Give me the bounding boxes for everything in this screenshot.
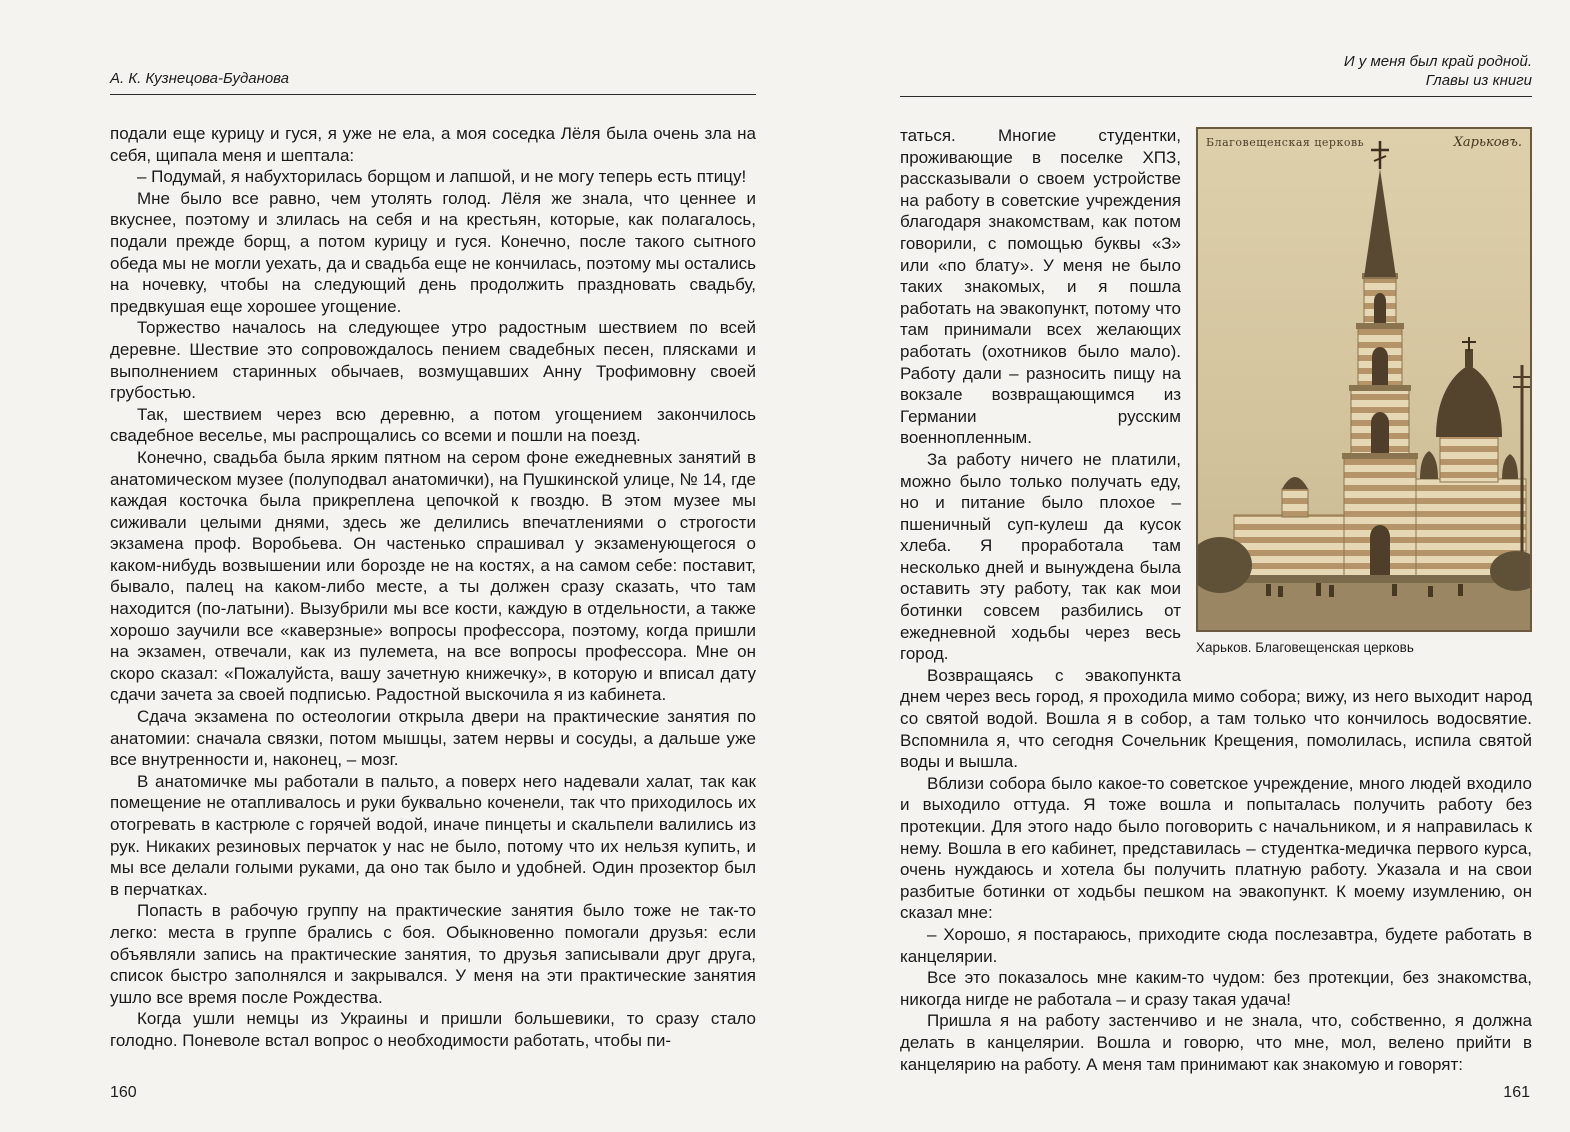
paragraph: – Подумай, я набухторилась борщом и лапшой, и не могу теперь есть птицу! — [137, 167, 747, 187]
author-name: А. К. Кузнецова-Буданова — [110, 70, 290, 87]
book-title: И у меня был край родной. — [1343, 53, 1532, 70]
paragraph: подали еще курицу и гуся, я уже не ела, а моя соседка Лёля была очень зла на себя, щипала меня и шептала: — [110, 124, 756, 165]
paragraph: Возвращаясь с эвакопункта днем через весь город, я проходила мимо собора; вижу, из него выходит народ со святой водой. Вошла я в собор, а там только что кончилось водосвятие. Вспомнила я, что сегодня Сочельник Крещения, помолилась, испила святой воды и вышла. — [900, 665, 1532, 772]
church-photo-figure — [1196, 127, 1532, 656]
book-subtitle: Главы из книги — [1425, 72, 1532, 89]
photo-inscription-church: Благовещенская церковь — [1206, 136, 1365, 149]
page-number-left: 160 — [110, 1084, 137, 1101]
page-right — [900, 52, 1532, 1075]
photo-inscription-city: Харьковъ. — [1453, 135, 1522, 150]
page-number-right: 161 — [1503, 1084, 1530, 1101]
paragraph: таться. Многие студентки, проживающие в поселке ХПЗ, рассказывали о своем устройстве на работу в советские учреждения благодаря знакомствам, как потом говорили, с помощью буквы «З» или «по блату». У меня не было таких знакомых, и я пошла работать на эвакопункт, потому что там принимали всех желающих работать (охотников было мало). Работу дали – разносить пищу на вокзале возвращающимся из Германии русским военнопленным. — [900, 126, 1181, 448]
paragraph: Торжество началось на следующее утро радостным шествием по всей деревне. Шествие это сопровождалось пением свадебных песен, плясками и выполнением старинных обычаев, возмущавших Анну Трофимовну своей грубостью. — [110, 318, 756, 403]
paragraph: Все это показалось мне каким-то чудом: без протекции, без знакомства, никогда нигде не работала – и сразу такая удача! — [900, 968, 1532, 1009]
paragraph: Конечно, свадьба была ярким пятном на сером фоне ежедневных занятий в анатомическом музее (полуподвал анатомички), на Пушкинской улице, № 14, где каждая косточка была прикреплена цепочкой к гвоздю. В этом музее мы сиживали целыми днями, здесь же делились впечатлениями о строгости экзамена проф. Воробьева. Он частенько спрашивал у экзаменующегося о каком-нибудь возвышении или борозде не на костях, а на самом себе: поставит, бывало, палец на каком-либо месте, а ты должен сразу сказать, что там находится (по-латыни). Вызубрили мы все кости, каждую в отдельности, а также хорошо заучили все «каверзные» вопросы профессора, поэтому, когда пришли на экзамен, отвечали, как из пулемета, на все вопросы профессора. Мне он скоро сказал: «Пожалуйста, вашу зачетную книжечку», в которую и вписал дату сдачи зачета за своей подписью. Радостной выскочила я из кабинета. — [110, 447, 756, 705]
paragraph: Вблизи собора было какое-то советское учреждение, много людей входило и выходило оттуда. Я тоже вошла и попыталась получить работу без протекции. Для этого надо было поговорить с начальником, и я направилась к нему. Вошла в его кабинет, представилась – студентка-медичка первого курса, очень нуждаюсь и хотела бы получить платную работу. Указала и на свои разбитые ботинки от ходьбы пешком на эвакопункт. К моему изумлению, он сказал мне: — [900, 773, 1532, 923]
left-running-head — [110, 52, 756, 95]
photo-caption: Харьков. Благовещенская церковь — [1196, 640, 1414, 655]
paragraph: Сдача экзамена по остеологии открыла двери на практические занятия по анатомии: сначала связки, потом мышцы, затем нервы и сосуды, а дальше уже все внутренности и, наконец, – мозг. — [110, 707, 756, 770]
church-photo — [1196, 127, 1532, 632]
paragraph: За работу ничего не платили, можно было только получать еду, но и питание было плохое – пшеничный суп-кулеш да кусок хлеба. Я проработала там несколько дней и вынуждена была оставить эту работу, так как мои ботинки совсем разбились от ежедневной ходьбы через весь город. — [900, 449, 1181, 664]
paragraph: Пришла я на работу застенчиво и не знала, что, собственно, я должна делать в канцелярии. Вошла и говорю, что мне, мол, велено прийти в канцелярию на работу. А меня там принимают как знакомую и говорят: — [900, 1011, 1532, 1074]
right-running-head — [900, 52, 1532, 97]
page-left — [110, 52, 756, 1052]
church-illustration — [1196, 127, 1532, 632]
paragraph: Попасть в рабочую группу на практические занятия было тоже не так-то легко: места в группе брались с боя. Обыкновенно помогали друзья: если объявляли запись на практические занятия, то друзья записывали друг друга, список быстро заполнялся и закрывался. У меня на эти практические занятия ушло все время после Рождества. — [110, 901, 756, 1007]
paragraph: В анатомичке мы работали в пальто, а поверх него надевали халат, так как помещение не отапливалось и руки буквально коченели, так что приходилось их отогревать в кастрюле с горячей водой, иначе пинцеты и скальпели валились из рук. Никаких резиновых перчаток у нас не было, потому что их нельзя купить, и мы все делали голыми руками, да оно так было и удобней. Один прозектор был в перчатках. — [110, 771, 756, 899]
right-body-text — [900, 125, 1532, 1075]
paragraph: Когда ушли немцы из Украины и пришли большевики, то сразу стало голодно. Поневоле встал вопрос о необходимости работать, чтобы пи- — [110, 1009, 756, 1050]
paragraph: Так, шествием через всю деревню, а потом угощением закончилось свадебное веселье, мы распрощались со всеми и пошли на поезд. — [110, 404, 756, 446]
paragraph: – Хорошо, я постараюсь, приходите сюда послезавтра, будете работать в канцелярии. — [900, 924, 1532, 966]
left-body-text — [110, 123, 756, 1052]
paragraph: Мне было все равно, чем утолять голод. Лёля же знала, что ценнее и вкуснее, поэтому и злилась на себя и на крестьян, которые, как полагалось, подали прежде борщ, а потом курицу и гуся. Конечно, после такого сытного обеда мы не могли уехать, да и свадьба еще не кончилась, поэтому мы остались на ночевку, чтобы на следующий день продолжить праздновать свадьбу, предвкушая еще хорошее угощение. — [110, 188, 756, 316]
